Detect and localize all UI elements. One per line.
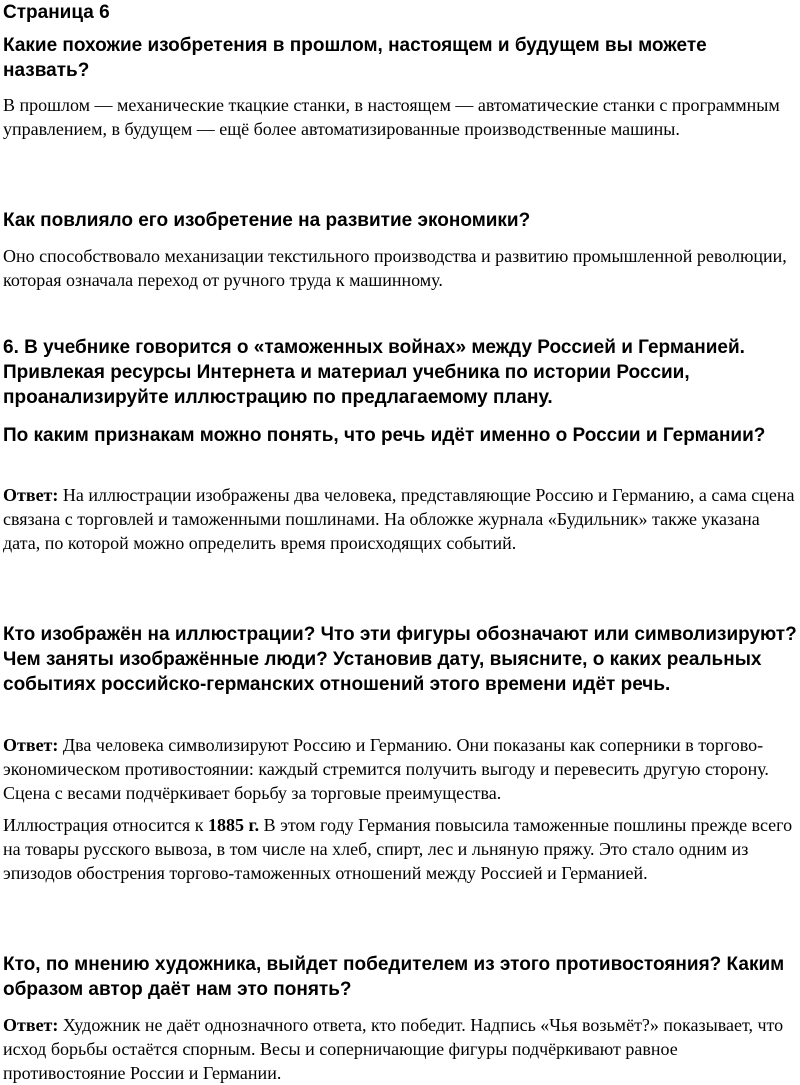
page-title: Страница 6 xyxy=(3,2,110,23)
question-economy-impact: Как повлияло его изобретение на развитие экономики? xyxy=(3,210,531,231)
answer-text-before-year: Иллюстрация относится к xyxy=(3,815,204,835)
answer-text: Художник не даёт однозначного ответа, кто победит. Надпись «Чья возьмёт?» показывает, что исход борьбы остаётся спорным. Весы и соперничающие фигуры подчёркивают равное противостояние России и Германии. xyxy=(3,1015,784,1083)
answer-label: Ответ: xyxy=(3,485,59,505)
answer-label: Ответ: xyxy=(3,1015,59,1035)
question-similar-inventions: Какие похожие изобретения в прошлом, настоящем и будущем вы можете назвать? xyxy=(3,35,707,81)
answer-text-after-year: В этом году Германия повысила таможенные пошлины прежде всего на товары русского вывоза, в том числе на хлеб, спирт, лес и льняную пряжу. Это стало одним из эпизодов обострения торгово-таможенных отношений между Россией и Германией. xyxy=(3,815,793,883)
answer-date-events xyxy=(3,813,798,885)
answer-similar-inventions: В прошлом — механические ткацкие станки, в настоящем — автоматические станки с программным управлением, в будущем — ещё более автоматизированные производственные машины. xyxy=(3,95,780,139)
answer-text: На иллюстрации изображены два человека, представляющие Россию и Германию, а сама сцена связана с торговлей и таможенными пошлинами. На обложке журнала «Будильник» также указана дата, по которой можно определить время происходящих событий. xyxy=(3,485,795,553)
answer-russia-germany-signs xyxy=(3,483,798,555)
answer-who-depicted xyxy=(3,733,798,805)
answer-who-wins xyxy=(3,1013,798,1085)
answer-text: Два человека символизируют Россию и Германию. Они показаны как соперники в торгово-экономическом противостоянии: каждый стремится получить выгоду и перевесить другую сторону. Сцена с весами подчёркивает борьбу за торговые преимущества. xyxy=(3,735,769,803)
task-6-heading: 6. В учебнике говорится о «таможенных войнах» между Россией и Германией. Привлекая ресурсы Интернета и материал учебника по истории России, проанализируйте иллюстрацию по предлагаемому плану. xyxy=(3,337,745,408)
question-who-depicted: Кто изображён на иллюстрации? Что эти фигуры обозначают или символизируют? Чем заняты изображённые люди? Установив дату, выясните, о каких реальных событиях российско-германских отношений этого времени идёт речь. xyxy=(3,624,797,695)
answer-label: Ответ: xyxy=(3,735,59,755)
answer-economy-impact: Оно способствовало механизации текстильного производства и развитию промышленной революции, которая означала переход от ручного труда к машинному. xyxy=(3,246,787,290)
question-russia-germany-signs: По каким признакам можно понять, что речь идёт именно о России и Германии? xyxy=(3,425,766,446)
answer-year: 1885 г. xyxy=(207,815,260,835)
question-who-wins: Кто, по мнению художника, выйдет победителем из этого противостояния? Каким образом автор даёт нам это понять? xyxy=(3,954,785,1000)
